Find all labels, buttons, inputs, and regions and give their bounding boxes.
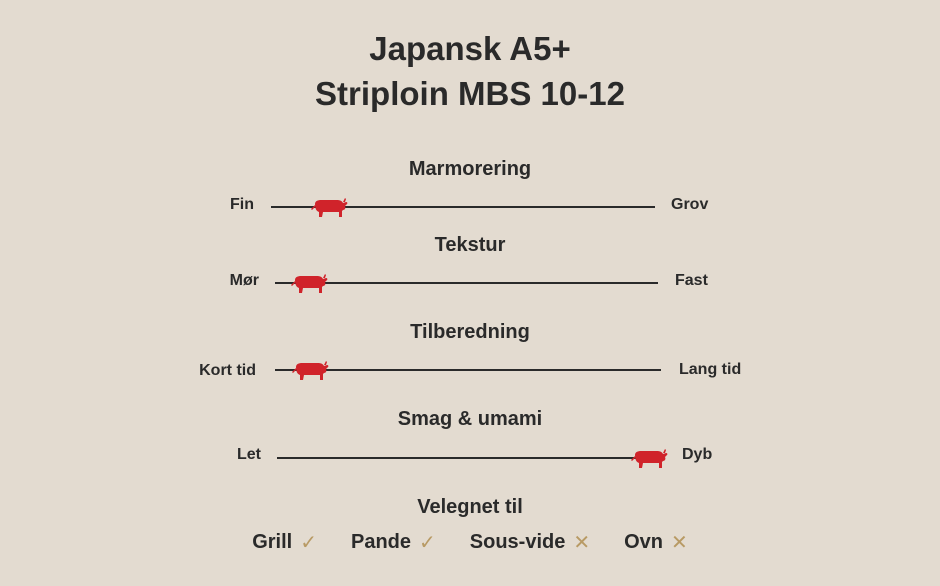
product-title-line2: Striploin MBS 10-12 [315, 75, 625, 112]
scale-track-taste [277, 457, 660, 459]
scale-heading-cooking: Tilberedning [410, 321, 530, 343]
suitability-heading: Velegnet til [417, 496, 523, 518]
suitability-item-grill [252, 530, 317, 555]
suitability-list [0, 530, 940, 555]
red-bull-logo-icon [289, 269, 329, 297]
scale-track-texture [275, 282, 658, 284]
suitability-label: Sous-vide [469, 531, 566, 553]
product-title-line1: Japansk A5+ [369, 30, 571, 67]
suitability-item-sous-vide [470, 530, 590, 555]
red-bull-logo-icon [309, 193, 349, 221]
scale-left-label-cooking: Kort tid [199, 362, 256, 379]
suitability-label: Pande [350, 531, 412, 553]
scale-left-label-taste: Let [237, 446, 261, 463]
cross-icon: ✕ [671, 532, 688, 554]
scale-right-label-cooking: Lang tid [679, 361, 742, 378]
scale-left-label-texture: Mør [229, 272, 259, 289]
scale-right-label-taste: Dyb [682, 446, 713, 463]
cross-icon: ✕ [573, 532, 591, 554]
scale-heading-marbling: Marmorering [408, 158, 532, 180]
red-bull-logo-icon [290, 356, 330, 384]
scale-right-label-texture: Fast [675, 272, 708, 289]
suitability-label: Ovn [624, 531, 664, 553]
scale-right-label-marbling: Grov [671, 196, 709, 213]
suitability-item-pan [351, 530, 436, 555]
scale-track-marbling [271, 206, 655, 208]
scale-heading-texture: Tekstur [434, 234, 506, 256]
scale-track-cooking [275, 369, 661, 371]
scale-heading-taste: Smag & umami [397, 408, 543, 430]
red-bull-logo-icon [629, 444, 669, 472]
suitability-label: Grill [252, 531, 293, 553]
check-icon: ✓ [300, 532, 317, 554]
product-title [0, 26, 940, 116]
scale-left-label-marbling: Fin [230, 196, 254, 213]
suitability-item-oven [624, 530, 688, 555]
check-icon: ✓ [419, 532, 436, 554]
